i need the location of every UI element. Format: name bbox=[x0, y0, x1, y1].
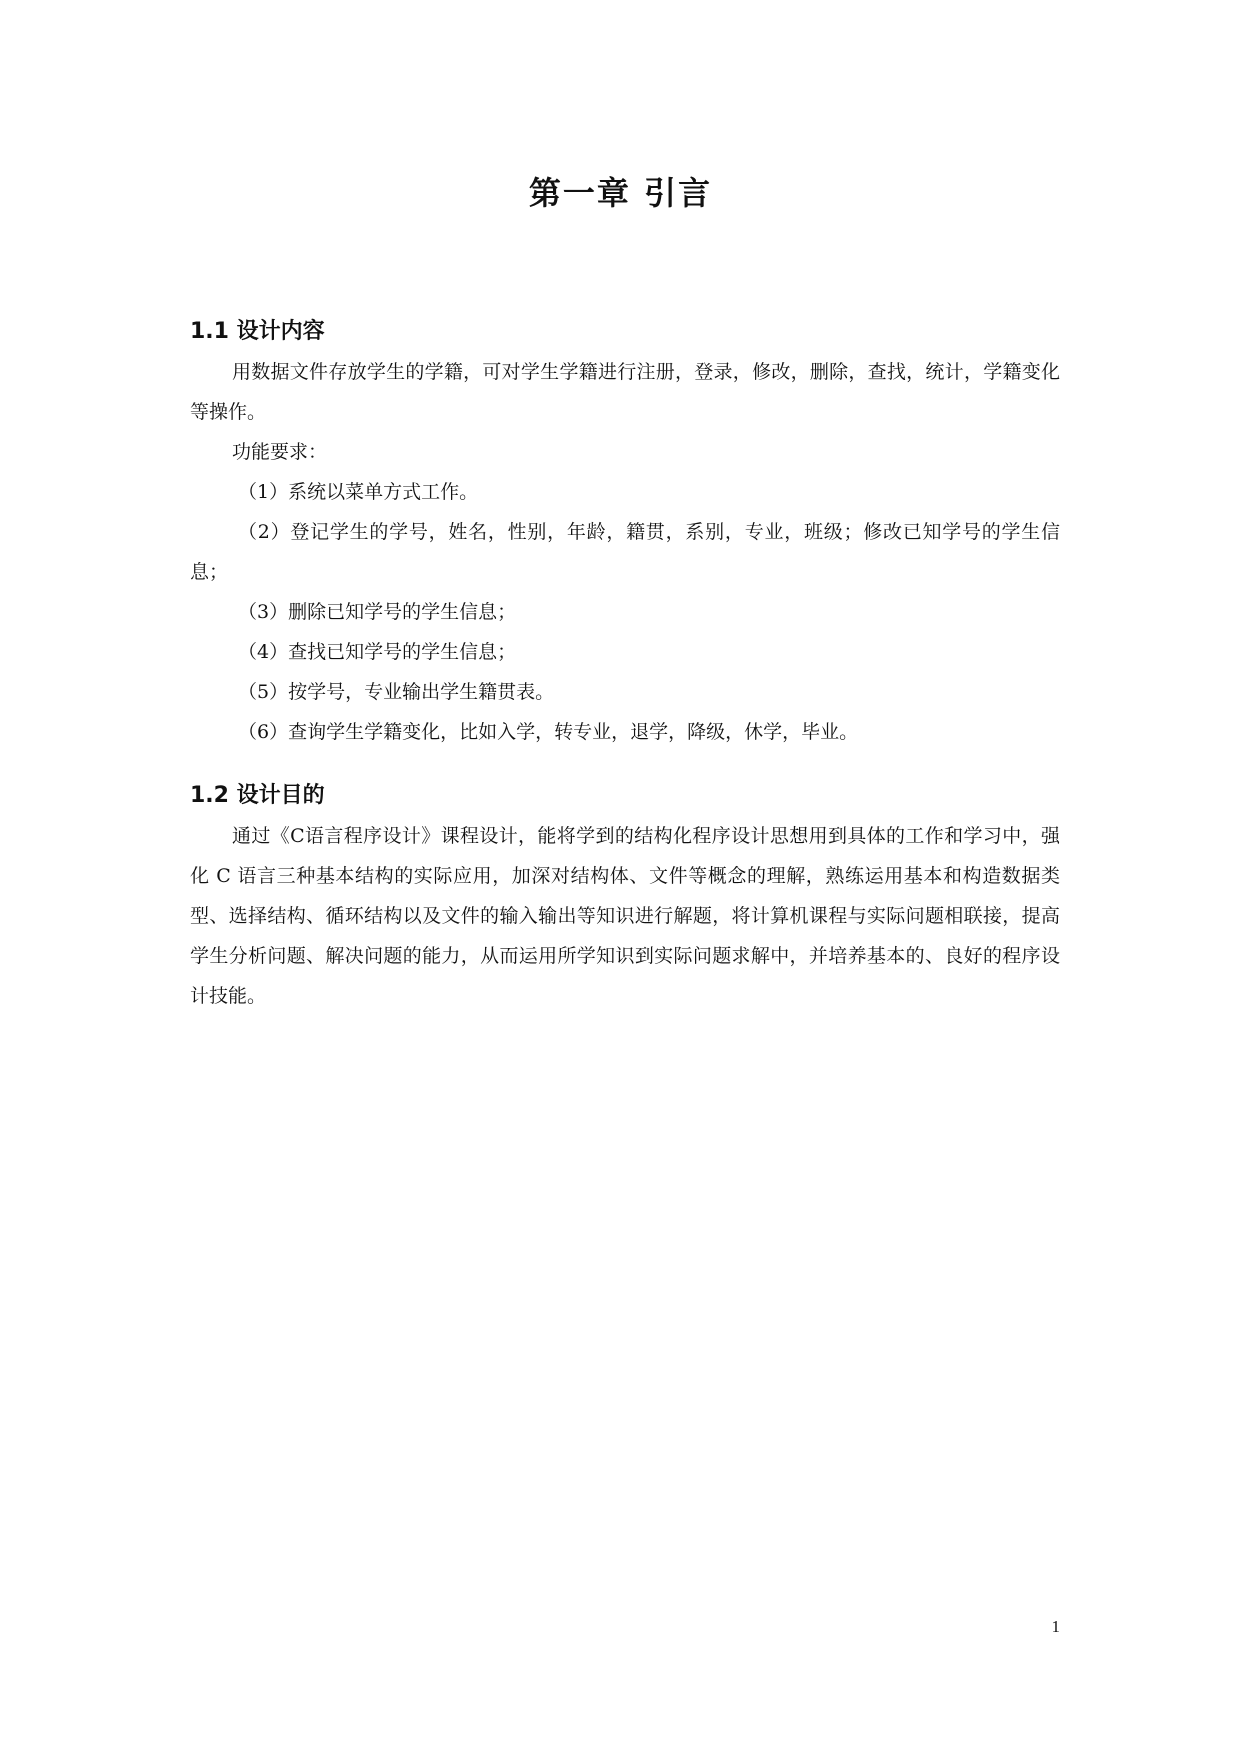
section-spacer bbox=[190, 752, 1060, 776]
section-intro-paragraph: 用数据文件存放学生的学籍，可对学生学籍进行注册，登录，修改，删除，查找，统计，学籍变化等操作。 bbox=[190, 361, 1060, 423]
section-design-purpose bbox=[190, 776, 1060, 1016]
section-heading: 1.1 设计内容 bbox=[190, 319, 325, 344]
requirement-item: （4）查找已知学号的学生信息； bbox=[238, 641, 517, 663]
requirement-item: （5）按学号，专业输出学生籍贯表。 bbox=[238, 681, 555, 703]
requirement-item: （1）系统以菜单方式工作。 bbox=[238, 481, 479, 503]
section-design-content bbox=[190, 312, 1060, 752]
chapter-content bbox=[190, 312, 1060, 1016]
chapter-title: 第一章 引言 bbox=[528, 174, 713, 212]
requirement-item: （2）登记学生的学号，姓名，性别，年龄，籍贯，系别，专业，班级；修改已知学号的学生信息； bbox=[190, 521, 1060, 583]
section-body-paragraph: 通过《C语言程序设计》课程设计，能将学到的结构化程序设计思想用到具体的工作和学习中，强化 C 语言三种基本结构的实际应用，加深对结构体、文件等概念的理解，熟练运用基本和构造数据类型、选择结构、循环结构以及文件的输入输出等知识进行解题，将计算机课程与实际问题相联接，提高学生分析问题、解决问题的能力，从而运用所学知识到实际问题求解中，并培养基本的、良好的程序设计技能。 bbox=[190, 825, 1060, 1007]
requirement-item: （6）查询学生学籍变化，比如入学，转专业，退学，降级，休学，毕业。 bbox=[238, 721, 859, 743]
page-number: 1 bbox=[1051, 1617, 1060, 1636]
requirement-item: （3）删除已知学号的学生信息； bbox=[238, 601, 517, 623]
requirements-label: 功能要求： bbox=[232, 441, 328, 463]
section-heading: 1.2 设计目的 bbox=[190, 783, 325, 808]
